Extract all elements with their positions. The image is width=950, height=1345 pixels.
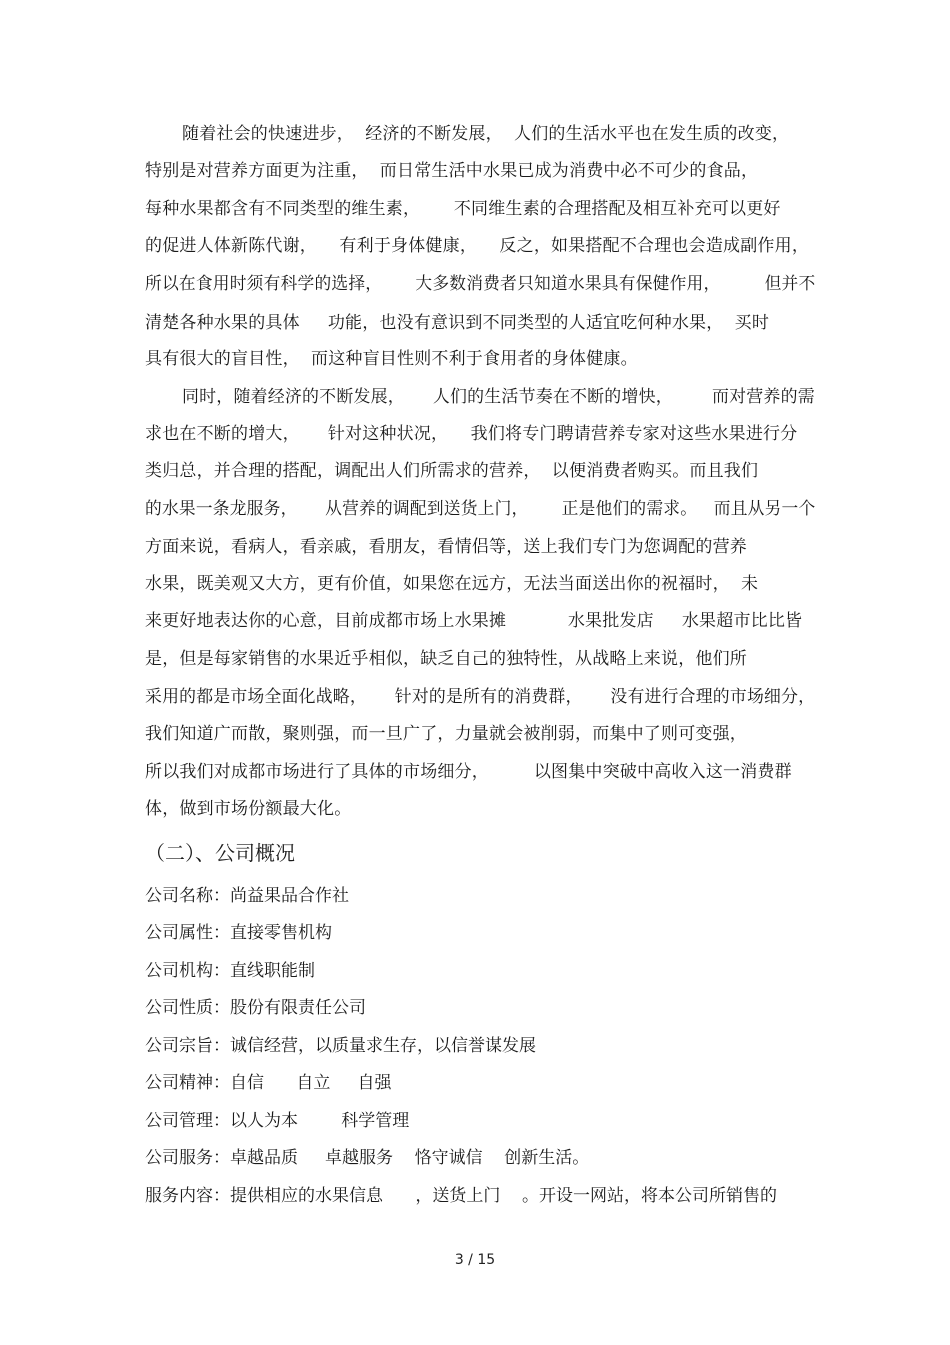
company-info-line: 公司宗旨：诚信经营，以质量求生存，以信誉谋发展 bbox=[145, 1036, 536, 1056]
paragraph-line: 来更好地表达你的心意，目前成都市场上水果摊 水果批发店 水果超市比比皆 bbox=[145, 611, 803, 631]
paragraph-line: 采用的都是市场全面化战略， 针对的是所有的消费群， 没有进行合理的市场细分， bbox=[145, 687, 816, 707]
paragraph-line: 随着社会的快速进步， 经济的不断发展， 人们的生活水平也在发生质的改变， bbox=[182, 124, 790, 144]
page-number: 3 / 15 bbox=[454, 1252, 496, 1268]
paragraph-line: 水果，既美观又大方，更有价值，如果您在远方，无法当面送出你的祝福时， 未 bbox=[145, 574, 759, 594]
paragraph-line: 求也在不断的增大， 针对这种状况， 我们将专门聘请营养专家对这些水果进行分 bbox=[145, 424, 798, 444]
company-info-line: 公司服务：卓越品质 卓越服务 恪守诚信 创新生活。 bbox=[145, 1148, 590, 1168]
paragraph-line: 所以我们对成都市场进行了具体的市场细分， 以图集中突破中高收入这一消费群 bbox=[145, 762, 792, 782]
company-info-line: 公司性质：股份有限责任公司 bbox=[145, 998, 366, 1018]
company-info-line: 公司机构：直线职能制 bbox=[145, 961, 315, 981]
company-info-line: 服务内容：提供相应的水果信息 ，送货上门 。开设一网站，将本公司所销售的 bbox=[145, 1186, 778, 1206]
paragraph-line: 具有很大的盲目性， 而这种盲目性则不利于食用者的身体健康。 bbox=[145, 349, 638, 369]
company-info-line: 公司名称：尚益果品合作社 bbox=[145, 886, 349, 906]
company-info-line: 公司属性：直接零售机构 bbox=[145, 923, 332, 943]
section-heading: （二）、公司概况 bbox=[145, 841, 295, 865]
paragraph-line: 每种水果都含有不同类型的维生素， 不同维生素的合理搭配及相互补充可以更好 bbox=[145, 199, 781, 219]
paragraph-line: 方面来说，看病人，看亲戚，看朋友，看情侣等，送上我们专门为您调配的营养 bbox=[145, 537, 747, 557]
paragraph-line: 类归总，并合理的搭配，调配出人们所需求的营养， 以便消费者购买。而且我们 bbox=[145, 461, 759, 481]
paragraph-line: 是，但是每家销售的水果近乎相似，缺乏自己的独特性，从战略上来说，他们所 bbox=[145, 649, 747, 669]
paragraph-line: 所以在食用时须有科学的选择， 大多数消费者只知道水果具有保健作用， 但并不 bbox=[145, 274, 816, 294]
paragraph-line: 我们知道广而散，聚则强，而一旦广了，力量就会被削弱，而集中了则可变强， bbox=[145, 724, 747, 744]
paragraph-line: 特别是对营养方面更为注重， 而日常生活中水果已成为消费中必不可少的食品， bbox=[145, 161, 759, 181]
company-info-line: 公司精神：自信 自立 自强 bbox=[145, 1073, 392, 1093]
paragraph-line: 同时，随着经济的不断发展， 人们的生活节奏在不断的增快， 而对营养的需 bbox=[182, 387, 815, 407]
paragraph-line: 的水果一条龙服务， 从营养的调配到送货上门， 正是他们的需求。 而且从另一个 bbox=[145, 499, 816, 519]
paragraph-line: 清楚各种水果的具体 功能，也没有意识到不同类型的人适宜吃何种水果， 买时 bbox=[145, 313, 770, 333]
company-info-line: 公司管理：以人为本 科学管理 bbox=[145, 1111, 410, 1131]
paragraph-line: 体，做到市场份额最大化。 bbox=[145, 799, 352, 819]
paragraph-line: 的促进人体新陈代谢， 有利于身体健康， 反之，如果搭配不合理也会造成副作用， bbox=[145, 236, 810, 256]
